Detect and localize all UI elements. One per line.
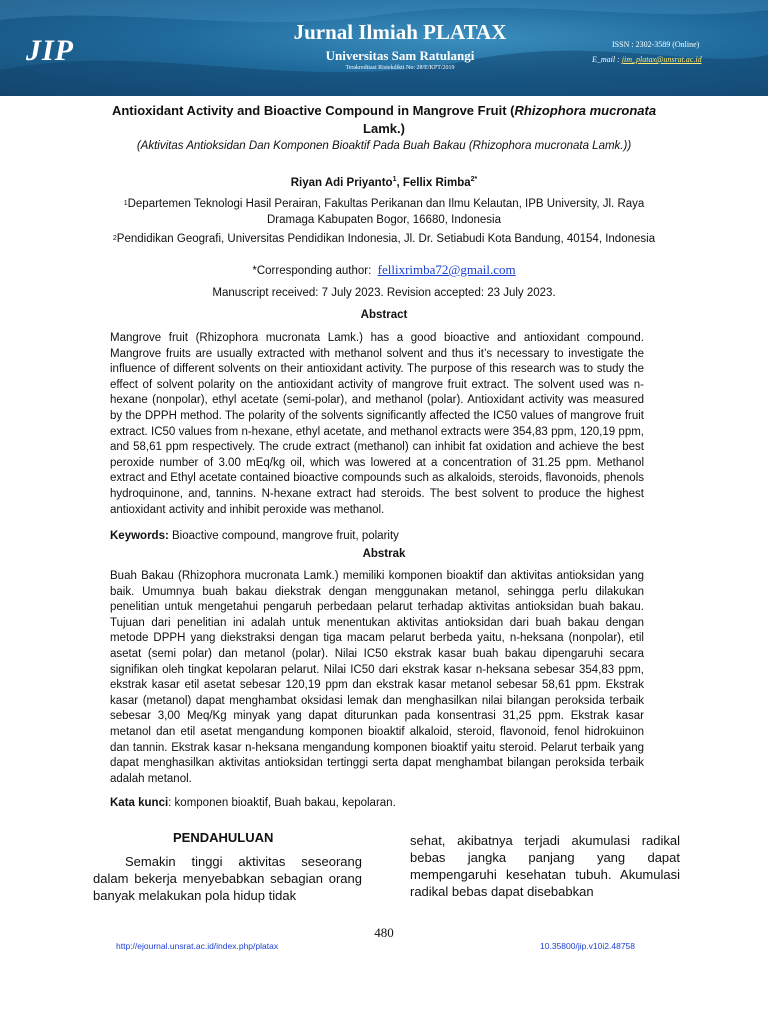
corresponding-author: [110, 262, 658, 278]
manuscript-dates: Manuscript received: 7 July 2023. Revision accepted: 23 July 2023.: [212, 287, 556, 299]
title-part-1: Antioxidant Activity and Bioactive Compound in Mangrove Fruit (: [111, 103, 515, 118]
author-1: Riyan Adi Priyanto: [290, 177, 393, 189]
keywords-text: Bioactive compound, mangrove fruit, polarity: [168, 530, 399, 542]
article-authors: [110, 177, 658, 189]
author-1-sup: 1: [392, 176, 397, 183]
kata-kunci-text: : komponen bioaktif, Buah bakau, kepolaran.: [168, 797, 396, 809]
article-title: [110, 102, 658, 138]
abstrak-heading: Abstrak: [362, 548, 406, 560]
aff2-sup: 2: [112, 235, 117, 242]
footer-url-link[interactable]: http://ejournal.unsrat.ac.id/index.php/platax: [116, 941, 279, 951]
body-column-left: [93, 830, 362, 904]
footer-doi-link[interactable]: 10.35800/jip.v10i2.48758: [540, 941, 635, 951]
author-2: Fellix Rimba: [402, 177, 471, 189]
abstrak-text: Buah Bakau (Rhizophora mucronata Lamk.) memiliki komponen bioaktif dan aktivitas antioksidan yang baik. Umumnya buah bakau diekstrak dengan menggunakan metanol, sehingga perlu dilakukan penelitian untuk mengetahui pengaruh perbedaan pelarut terhadap aktivitas antioksidan buah bakau. Tujuan dari penelitian ini adalah untuk menentukan aktivitas antioksidan dari buah bakau dengan metode DPPH yang diekstraksi dengan tiga macam pelarut berbeda yaitu, n-heksana (nonpolar), etil asetat (semi polar) dan metanol (polar). Nilai IC50 ekstrak kasar buah bakau dipengaruhi secara signifikan oleh tingkat kepolaran pelarut. Nilai IC50 dari ekstrak kasar n-heksana sebesar 354,83 ppm, ekstrak kasar etil asetat sebesar 120,19 ppm dan ekstrak kasar metanol sebesar 58,61 ppm. Ekstrak kasar (metanol) dapat menghambat oksidasi lemak dan menghasilkan nilai bilangan peroksida terbaik sebesar 3,00 Meq/Kg minyak yang dapat diturunkan pada konsentrasi 31,25 ppm. Ekstrak kasar metanol dan etil asetat mengandung komponen bioaktif alkaloid, steroid, flavonoid, fenol hidrokuinon dan tannin. Ekstrak kasar n-heksana mengandung komponen bioaktif yaitu steroid. Pelarut terbaik yang dapat menghasilkan aktivitas antioksidan tertinggi serta dapat menghambat bilangan peroksida terbaik adalah metanol.: [110, 570, 644, 785]
corr-label: *Corresponding author:: [252, 265, 372, 277]
journal-email: [592, 55, 702, 64]
title-species: Rhizophora mucronata: [514, 103, 657, 118]
journal-issn: ISSN : 2302-3589 (Online): [612, 40, 700, 49]
kata-kunci-label: Kata kunci: [110, 797, 169, 809]
journal-logo: JIP: [26, 34, 74, 67]
author-separator: ,: [396, 177, 403, 189]
journal-header-banner: [0, 0, 768, 96]
aff1-sup: 1: [123, 200, 128, 207]
abstract-text: Mangrove fruit (Rhizophora mucronata Lamk.) has a good bioactive and antioxidant compound. Mangrove fruits are usually extracted with methanol solvent and thus it’s necessary to investigate the influence of different solvents on their antioxidant activity. The purpose of this research was to study the effect of solvent polarity on the antioxidant activity of mangrove fruit extract. The solvent used was n-hexane (nonpolar), ethyl acetate (semi-polar), and methanol (polar). Antioxidant activity was measured by the DPPH method. The polarity of the solvents significantly affected the IC50 values of mangrove fruit extract. IC50 values from n-hexane, ethyl acetate, and methanol extracts were 354,83 ppm, 120,19 ppm, and 58,61 ppm respectively. The crude extract (methanol) can inhibit fat oxidation and achieve the best peroxide number of 3.00 mEq/kg oil, which was lowered at a concentration of 31.25 ppm. Methanol extract and Ethyl acetate contained bioactive compounds such as alkaloids, steroids, flavonoids, phenols hydroquinone, and, tannins. N-hexane extract had steroids. The best solvent to produce the highest antioxidant activity and inhibit peroxide was methanol.: [110, 332, 644, 516]
affiliation-2: [110, 232, 658, 248]
journal-title: Jurnal Ilmiah PLATAX: [293, 20, 507, 44]
title-part-2: Lamk.): [363, 121, 405, 136]
page-number: 480: [374, 925, 394, 940]
affiliation-1: [110, 197, 658, 228]
journal-university: Universitas Sam Ratulangi: [325, 48, 475, 63]
aff1-text: Departemen Teknologi Hasil Perairan, Fakultas Perikanan dan Ilmu Kelautan, IPB University, Jl. Raya Dramaga Kabupaten Bogor, 16680, Indonesia: [127, 198, 645, 226]
body-paragraph-right: sehat, akibatnya terjadi akumulasi radikal bebas jangka panjang yang dapat mempengaruhi kesehatan tubuh. Akumulasi radikal bebas dapat disebabkan: [410, 833, 680, 899]
email-link[interactable]: jim_platax@unsrat.ac.id: [621, 55, 702, 64]
abstract-heading: Abstract: [360, 309, 408, 321]
journal-accreditation: Terakreditasi Ristekdikti No: 28/E/KPT/2019: [345, 65, 455, 71]
kata-kunci: [110, 797, 644, 809]
author-2-sup: 2*: [470, 176, 478, 183]
email-label: E_mail :: [592, 55, 620, 64]
aff2-text: Pendidikan Geografi, Universitas Pendidikan Indonesia, Jl. Dr. Setiabudi Kota Bandung, 40154, Indonesia: [116, 233, 656, 245]
body-paragraph-left: Semakin tinggi aktivitas seseorang dalam bekerja menyebabkan sebagian orang banyak melakukan pola hidup tidak: [93, 854, 362, 903]
article-subtitle: (Aktivitas Antioksidan Dan Komponen Bioaktif Pada Buah Bakau (Rhizophora mucronata Lamk.)): [136, 140, 632, 152]
section-heading: PENDAHULUAN: [173, 830, 274, 845]
keywords-label: Keywords:: [110, 530, 169, 542]
corr-email-link[interactable]: fellixrimba72@gmail.com: [377, 262, 516, 277]
keywords: [110, 530, 644, 542]
